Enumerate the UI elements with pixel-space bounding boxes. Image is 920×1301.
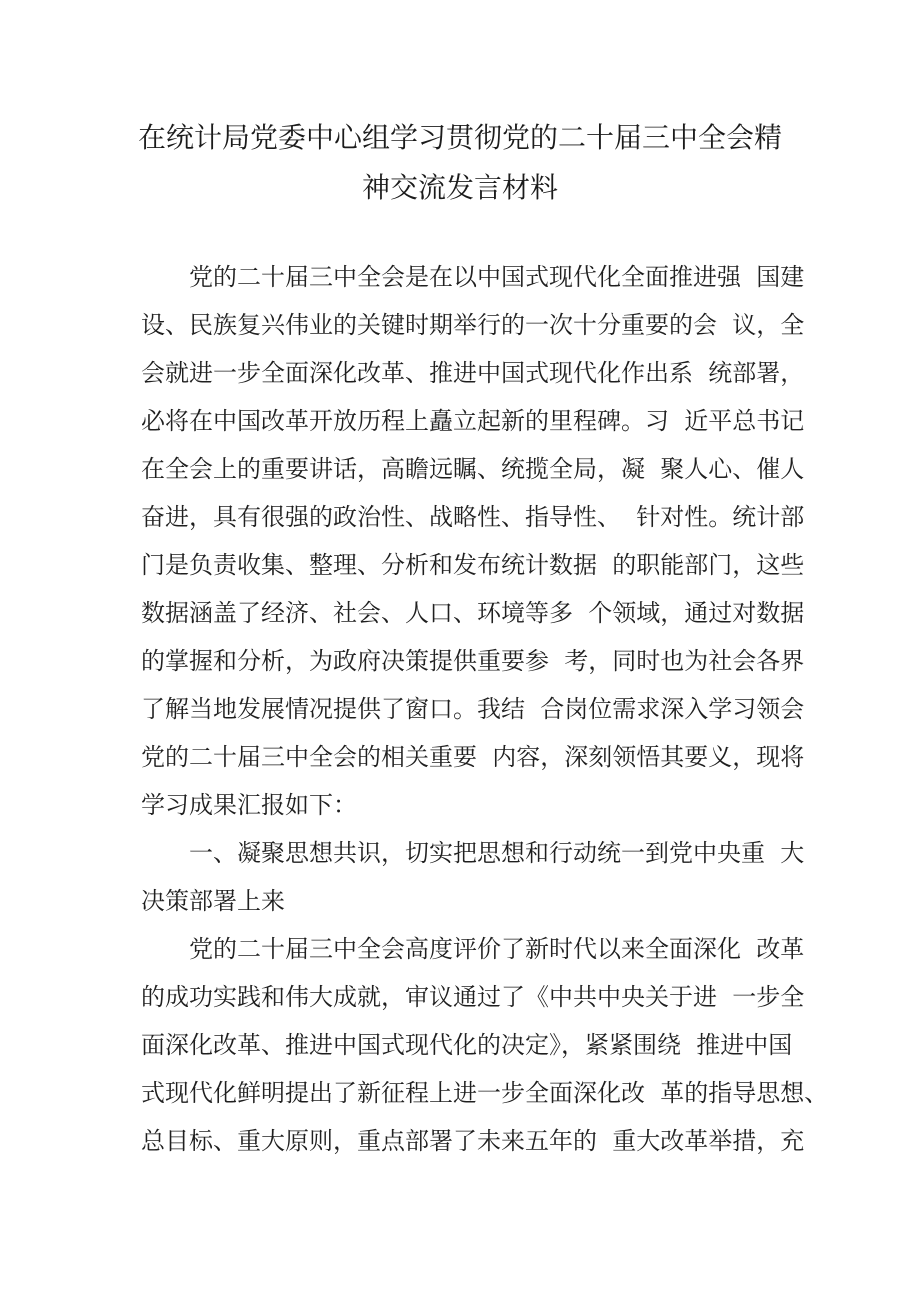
paragraph-line: 必将在中国改革开放历程上矗立起新的里程碑。习 近平总书记 [141,407,805,435]
document-title-line-1: 在统计局党委中心组学习贯彻党的二十届三中全会精 [137,121,782,154]
paragraph-line: 党的二十届三中全会的相关重要 内容，深刻领悟其要义，现将 [141,743,805,771]
paragraph-line: 了解当地发展情况提供了窗口。我结 合岗位需求深入学习领会 [141,695,805,723]
paragraph-line: 学习成果汇报如下： [141,791,357,819]
paragraph-line: 面深化改革、推进中国式现代化的决定》，紧紧围绕 推进中国 [141,1031,793,1059]
paragraph-line: 在全会上的重要讲话，高瞻远瞩、统揽全局，凝 聚人心、催人 [141,455,805,483]
paragraph-line: 设、民族复兴伟业的关键时期举行的一次十分重要的会 议，全 [141,311,805,339]
section-heading-line: 决策部署上来 [141,887,285,915]
document-title-line-2: 神交流发言材料 [361,171,558,204]
paragraph-line: 党的二十届三中全会高度评价了新时代以来全面深化 改革 [189,935,805,963]
paragraph-line: 门是负责收集、整理、分析和发布统计数据 的职能部门，这些 [141,551,805,579]
paragraph-line: 的掌握和分析，为政府决策提供重要参 考，同时也为社会各界 [141,647,805,675]
paragraph-line: 式现代化鲜明提出了新征程上进一步全面深化改 革的指导思想、 [141,1079,829,1107]
paragraph-line: 奋进，具有很强的政治性、战略性、指导性、 针对性。统计部 [141,503,805,531]
paragraph-line: 的成功实践和伟大成就，审议通过了《中共中央关于进 一步全 [141,983,805,1011]
paragraph-line: 总目标、重大原则，重点部署了未来五年的 重大改革举措，充 [141,1127,805,1155]
section-heading-line: 一、凝聚思想共识，切实把思想和行动统一到党中央重 大 [189,839,805,867]
paragraph-line: 数据涵盖了经济、社会、人口、环境等多 个领域，通过对数据 [141,599,805,627]
paragraph-line: 会就进一步全面深化改革、推进中国式现代化作出系 统部署， [141,359,805,387]
paragraph-line: 党的二十届三中全会是在以中国式现代化全面推进强 国建 [189,263,805,291]
